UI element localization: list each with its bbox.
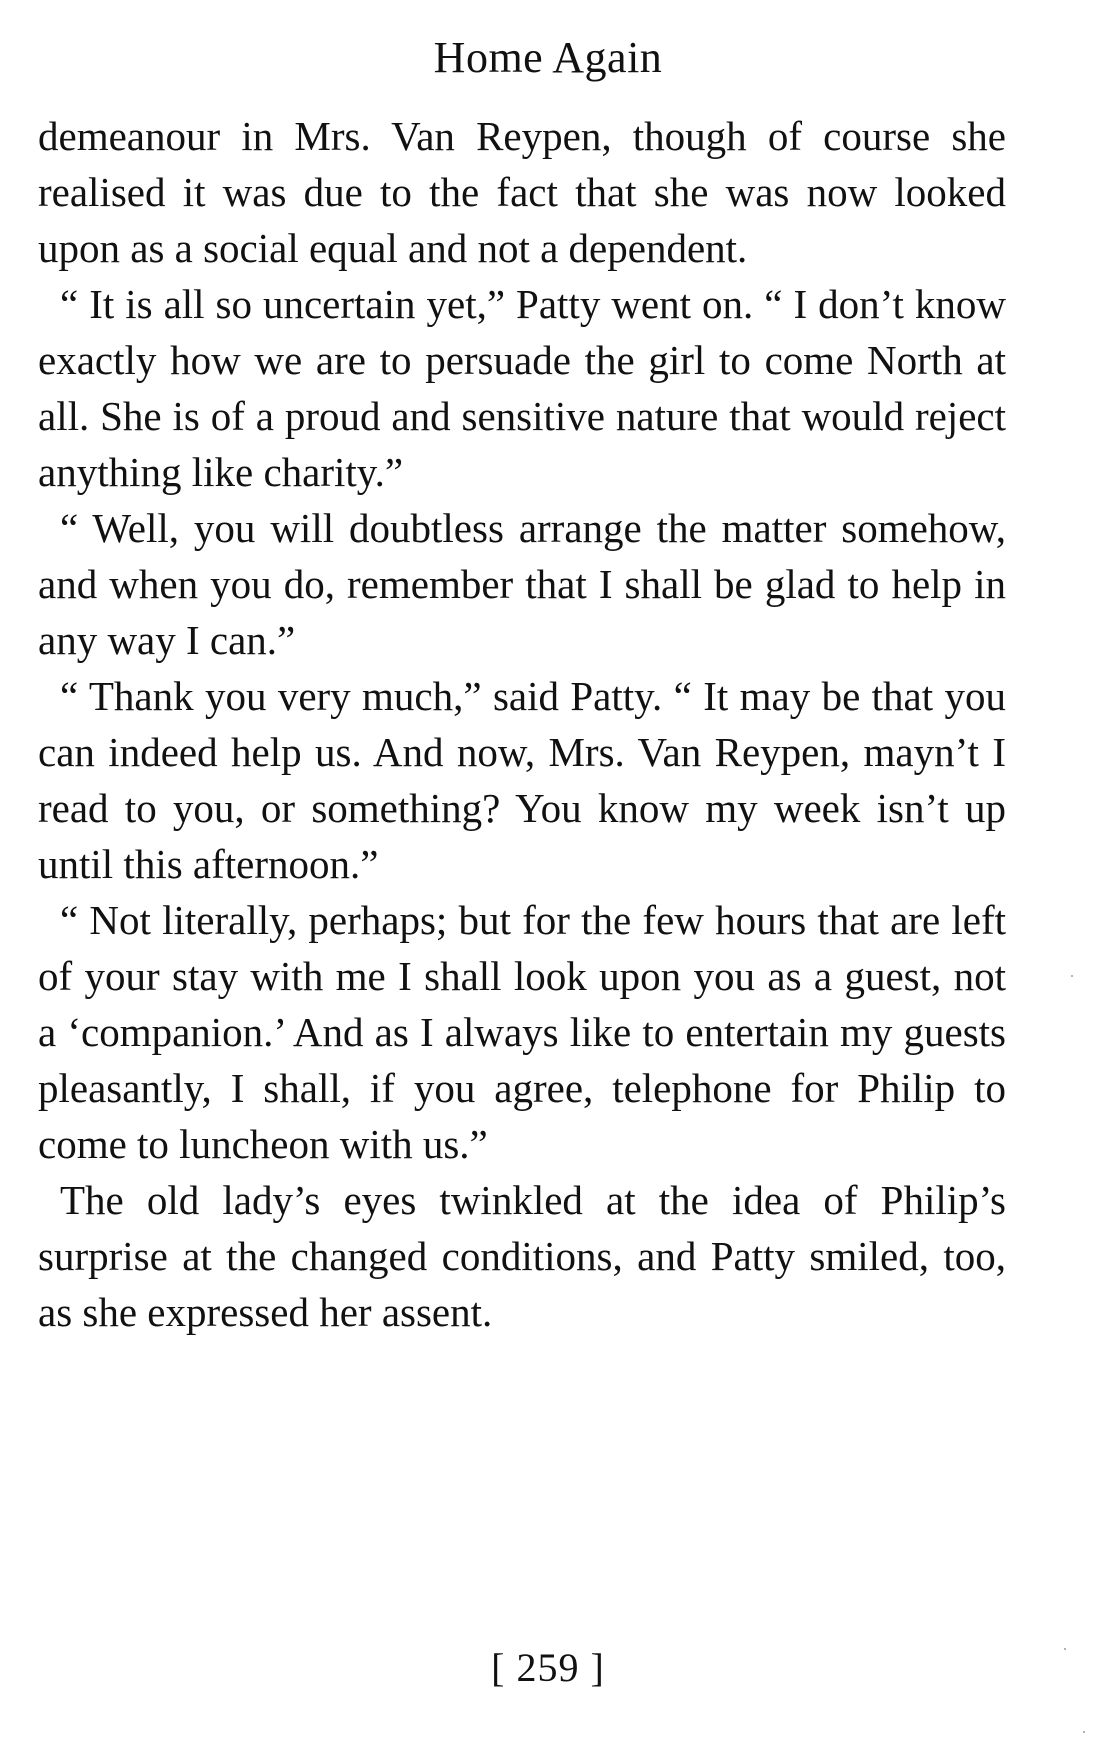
paragraph: “ Not literally, perhaps; but for the few hours that are left of your stay with me I shall look upon you as a guest, not a ‘companion.’ And as I always like to entertain my guests pleasantly, I shall, if you agree, telephone for Philip to come to luncheon with us.” [38,897,1006,1167]
paper-speck [1064,1648,1066,1650]
page-number: [ 259 ] [491,1645,605,1690]
running-head: Home Again [433,33,663,82]
paragraph: “ Well, you will doubtless arrange the matter somehow, and when you do, remember that I shall be glad to help in any way I can.” [38,505,1006,663]
paragraph: The old lady’s eyes twinkled at the idea of Philip’s surprise at the changed conditions, and Patty smiled, too, as she expressed her assent. [38,1177,1006,1335]
paragraph: “ It is all so uncertain yet,” Patty went on. “ I don’t know exactly how we are to persuade the girl to come North at all. She is of a proud and sensitive nature that would reject anything like charity.” [38,281,1006,495]
body-text [38,108,1006,1340]
paragraph: “ Thank you very much,” said Patty. “ It may be that you can indeed help us. And now, Mrs. Van Reypen, mayn’t I read to you, or something? You know my week isn’t up until this afternoon.” [38,673,1006,887]
paragraph-continued: demeanour in Mrs. Van Reypen, though of course she realised it was due to the fact that she was now looked upon as a social equal and not a dependent. [38,113,1006,271]
paper-speck [1083,1731,1085,1733]
paper-speck [1071,975,1073,977]
